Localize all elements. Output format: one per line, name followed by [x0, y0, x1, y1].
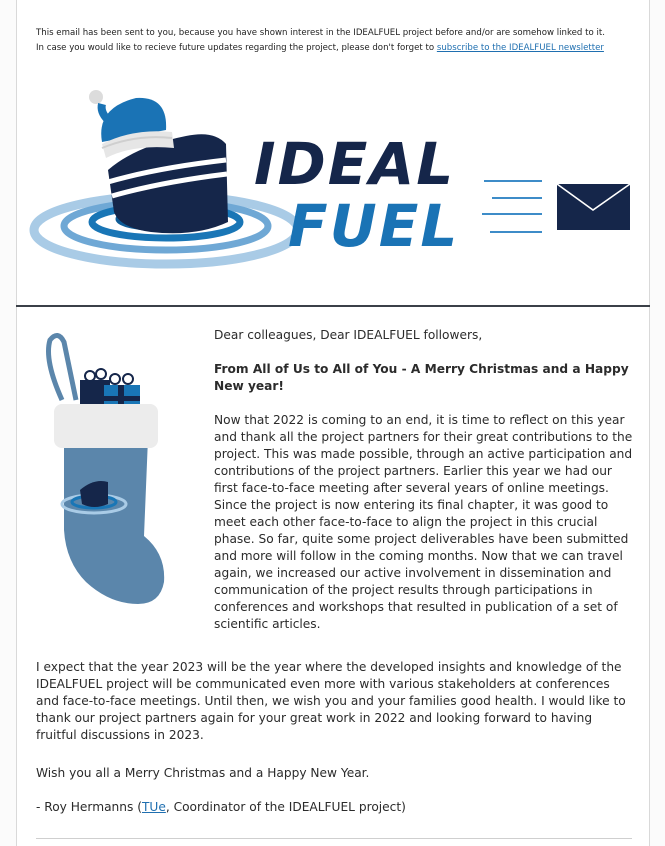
- greeting: Dear colleagues, Dear IDEALFUEL followers,: [214, 328, 483, 342]
- message-intro: [214, 327, 634, 650]
- christmas-stocking-icon: [40, 330, 170, 610]
- footer-divider: [36, 838, 632, 839]
- paragraph-1: Now that 2022 is coming to an end, it is time to reflect on this year and thank all the project partners for their great contributions to the project. This was made possible, through an active participation and contributions of the project partners. Earlier this year we had our first face-to-face meeting after several years of online meetings. Since the project is now entering its final chapter, it was good to meet each other face-to-face to align the project in this crucial phase. So far, quite some project deliverables have been submitted and more will follow in the coming months. Now that we can travel again, we increased our active involvement in dissemination and communication of the project results through participations in conferences and workshops that resulted in publication of a set of scientific articles.: [214, 413, 633, 631]
- wish-block: [36, 765, 636, 782]
- signature-prefix: - Roy Hermanns (: [36, 800, 142, 814]
- tue-link[interactable]: TUe: [141, 800, 166, 814]
- preheader-line-2-text: In case you would like to recieve future updates regarding the project, please don't forget to: [36, 43, 437, 53]
- message-heading: From All of Us to All of You - A Merry Christmas and a Happy New year!: [214, 362, 629, 393]
- preheader-line-2: [36, 41, 636, 56]
- signature-suffix: , Coordinator of the IDEALFUEL project): [165, 800, 406, 814]
- paragraph-2-block: [36, 659, 636, 744]
- preheader-line-1: This email has been sent to you, because you have shown interest in the IDEALFUEL project before and/or are somehow linked to it.: [36, 28, 605, 38]
- logo-word-ideal: IDEAL: [254, 130, 456, 198]
- preheader: [36, 26, 636, 56]
- paragraph-2: I expect that the year 2023 will be the year where the developed insights and knowledge of the IDEALFUEL project will be communicated even more with various stakeholders at conferences and face-to-face meetings. Until then, we wish you and your families good health. I would like to thank our project partners again for your great work in 2022 and looking forward to having fruitful discussions in 2023.: [36, 660, 626, 742]
- header-banner: [16, 72, 650, 306]
- header-divider: [16, 305, 650, 307]
- subscribe-link[interactable]: subscribe to the IDEALFUEL newsletter: [436, 43, 604, 53]
- signature: [36, 799, 636, 816]
- logo-word-fuel: FUEL: [288, 192, 460, 260]
- wish-line: Wish you all a Merry Christmas and a Happy New Year.: [36, 766, 370, 780]
- envelope-icon: [482, 181, 630, 232]
